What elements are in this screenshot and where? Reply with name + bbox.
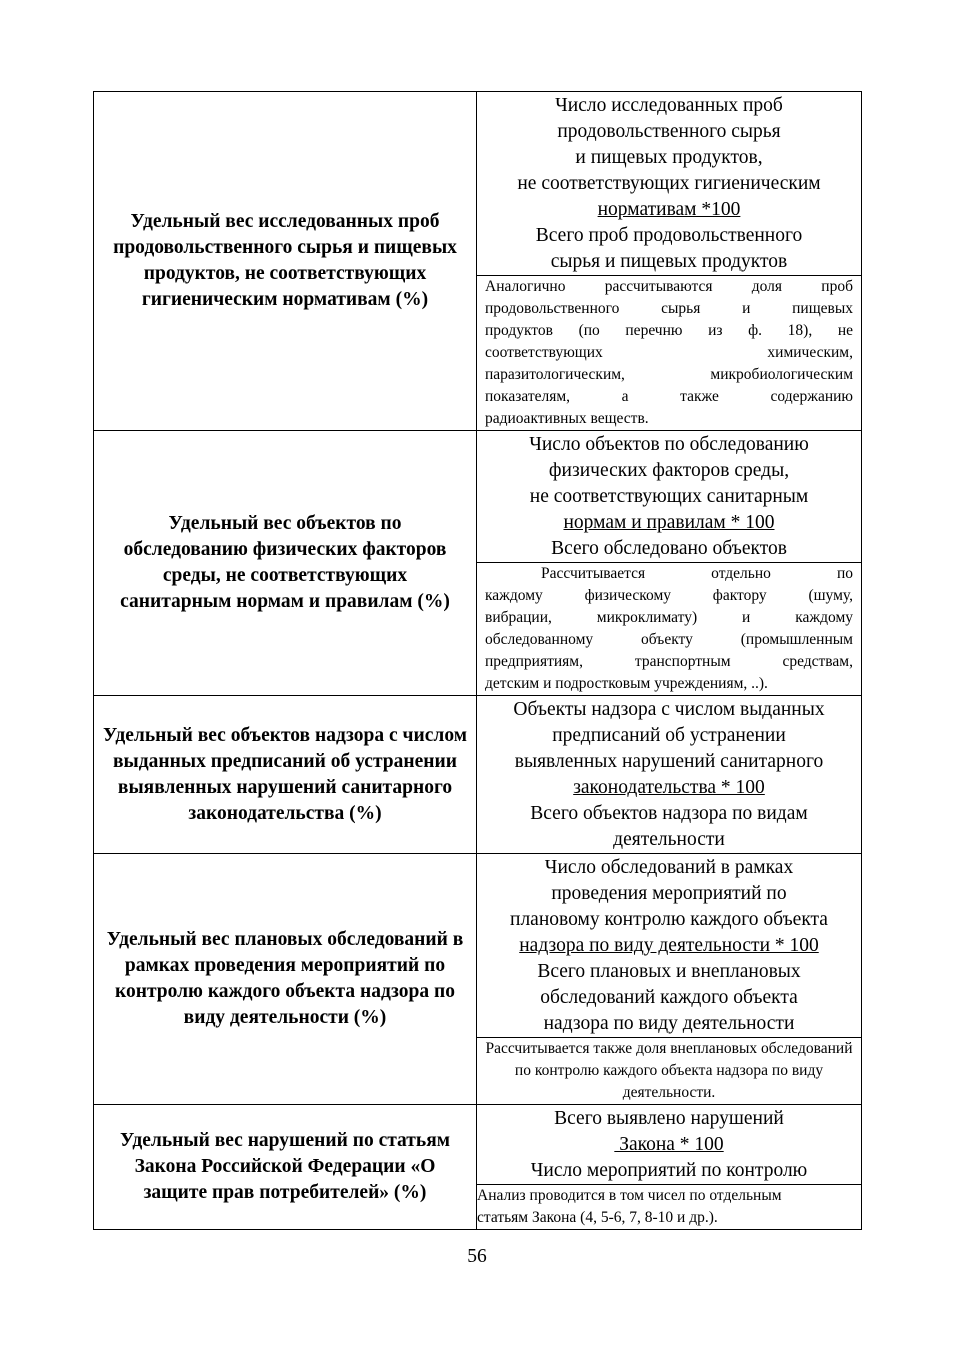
note-line: Анализ проводится в том чисел по отдельным <box>477 1187 782 1204</box>
indicators-table <box>93 91 862 1230</box>
note <box>477 275 861 430</box>
note-line: продовольственного сырья и пищевых <box>485 300 853 317</box>
note-line: каждому физическому фактору (шуму, <box>485 587 853 604</box>
denominator-line: Число мероприятий по контролю <box>530 1160 808 1181</box>
numerator-line: предписаний об устранении <box>552 725 786 746</box>
table-row <box>94 431 862 696</box>
formula-cell <box>477 854 862 1105</box>
fraction-numerator-underlined: нормам и правилам * 100 <box>563 512 775 533</box>
note-line: детским и подростковым учреждениям, ..). <box>485 675 768 692</box>
formula-cell <box>477 696 862 854</box>
denominator-line: Всего обследовано объектов <box>551 538 787 559</box>
table-row <box>94 854 862 1105</box>
note <box>477 1037 861 1104</box>
page-number: 56 <box>467 1246 487 1267</box>
denominator-line: Всего плановых и внеплановых <box>537 961 801 982</box>
note <box>477 1184 861 1229</box>
note-line: обследований по контролю каждого объекта <box>514 1040 853 1079</box>
formula <box>477 92 861 275</box>
fraction-numerator-underlined: законодательства * 100 <box>573 777 765 798</box>
formula <box>477 1105 861 1184</box>
numerator-line: и пищевых продуктов, <box>575 147 763 168</box>
note-line: предприятиям, транспортным средствам, <box>485 653 853 670</box>
note-line: Рассчитывается отдельно по <box>541 565 853 582</box>
numerator-line: продовольственного сырья <box>557 121 781 142</box>
table-row <box>94 696 862 854</box>
denominator-line: сырья и пищевых продуктов <box>550 251 788 272</box>
numerator-line: плановому контролю каждого объекта <box>510 909 828 930</box>
denominator-line: надзора по виду деятельности <box>543 1013 795 1034</box>
indicator-name: Удельный вес плановых обследований в рамках проведения мероприятий по контролю каждого объекта надзора по виду деятельности (%) <box>94 854 477 1105</box>
note-line: статьям Закона (4, 5-6, 7, 8-10 и др.). <box>477 1209 718 1226</box>
note-line: показателям, а также содержанию <box>485 388 853 405</box>
denominator-line: обследований каждого объекта <box>540 987 798 1008</box>
fraction-numerator-underlined: Закона * 100 <box>614 1134 724 1155</box>
note-line: Рассчитывается также доля внеплановых <box>485 1040 758 1057</box>
note-line: радиоактивных веществ. <box>485 410 649 427</box>
note-line: надзора по виду деятельности. <box>622 1062 824 1101</box>
denominator-line: Всего объектов надзора по видам <box>530 803 808 824</box>
formula <box>477 431 861 562</box>
table-row <box>94 92 862 431</box>
note-line: вибрации, микроклимату) и каждому <box>485 609 853 626</box>
formula <box>477 696 861 853</box>
indicator-name: Удельный вес объектов надзора с числом выданных предписаний об устранении выявленных нарушений санитарного законодательства (%) <box>94 696 477 854</box>
numerator-line: выявленных нарушений санитарного <box>514 751 824 772</box>
note-line: Аналогично рассчитываются доля проб <box>485 278 853 295</box>
denominator-line: Всего проб продовольственного <box>535 225 803 246</box>
numerator-line: Число обследований в рамках <box>544 857 794 878</box>
indicator-name: Удельный вес объектов по обследованию физических факторов среды, не соответствующих санитарным нормам и правилам (%) <box>94 431 477 696</box>
numerator-line: не соответствующих гигиеническим <box>517 173 821 194</box>
note-line: паразитологическим, микробиологическим <box>485 366 853 383</box>
formula <box>477 854 861 1037</box>
table-row <box>94 1105 862 1230</box>
numerator-line: Число объектов по обследованию <box>529 434 809 455</box>
note-line: соответствующих химическим, <box>485 344 853 361</box>
numerator-line: физических факторов среды, <box>548 460 790 481</box>
numerator-line: проведения мероприятий по <box>551 883 787 904</box>
note-line: обследованному объекту (промышленным <box>485 631 853 648</box>
indicator-name: Удельный вес исследованных проб продовольственного сырья и пищевых продуктов, не соответствующих гигиеническим нормативам (%) <box>94 92 477 431</box>
denominator-line: деятельности <box>613 829 725 850</box>
note <box>477 562 861 695</box>
numerator-line: Объекты надзора с числом выданных <box>513 699 825 720</box>
numerator-line: Всего выявлено нарушений <box>554 1108 784 1129</box>
numerator-line: не соответствующих санитарным <box>529 486 809 507</box>
formula-cell <box>477 431 862 696</box>
formula-cell <box>477 1105 862 1230</box>
note-line: продуктов (по перечню из ф. 18), не <box>485 322 853 339</box>
numerator-line: Число исследованных проб <box>555 95 783 116</box>
indicator-name: Удельный вес нарушений по статьям Закона Российской Федерации «О защите прав потребителей» (%) <box>94 1105 477 1230</box>
formula-cell <box>477 92 862 431</box>
fraction-numerator-underlined: надзора по виду деятельности * 100 <box>519 935 819 956</box>
fraction-numerator-underlined: нормативам *100 <box>597 199 741 220</box>
